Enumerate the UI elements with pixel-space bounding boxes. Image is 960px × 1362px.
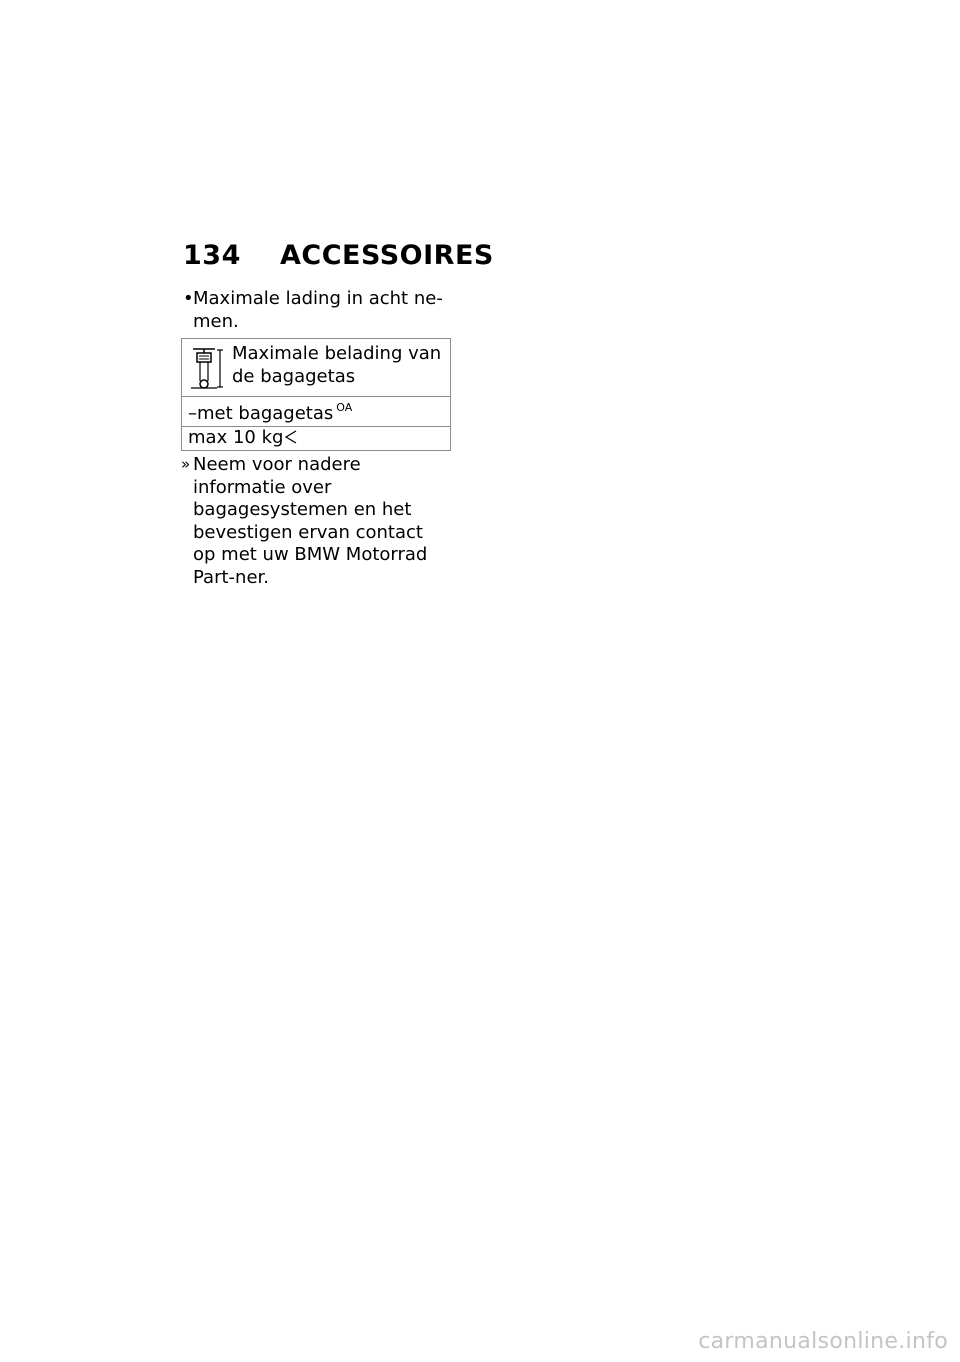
page-number: 134 [183, 240, 241, 271]
spec-condition-superscript: OA [336, 401, 353, 414]
spec-condition: met bagagetas [197, 403, 334, 424]
weight-load-icon [188, 347, 224, 391]
spec-table [181, 338, 451, 451]
result-item [181, 454, 451, 589]
result-text: Neem voor nadere informatie over bagagesystemen en het bevestigen ervan contact op met uw BMW Motorrad Part-ner. [193, 454, 428, 588]
main-content [181, 288, 451, 589]
end-mark-icon [285, 430, 297, 444]
spec-table-header [182, 339, 450, 397]
bullet-item [181, 288, 451, 333]
page-header [183, 240, 494, 271]
spec-condition-row [182, 397, 450, 427]
spec-value: max 10 kg [188, 427, 284, 448]
bullet-text: Maximale lading in acht ne-men. [193, 288, 443, 332]
spec-value-row [182, 427, 450, 450]
result-arrow-icon: » [181, 455, 191, 473]
bullet-dot: • [183, 288, 194, 309]
section-title: ACCESSOIRES [280, 240, 494, 271]
spec-table-title: Maximale belading van de bagagetas [232, 343, 442, 387]
spec-condition-dash: – [188, 403, 197, 424]
watermark: carmanualsonline.info [698, 1329, 948, 1354]
